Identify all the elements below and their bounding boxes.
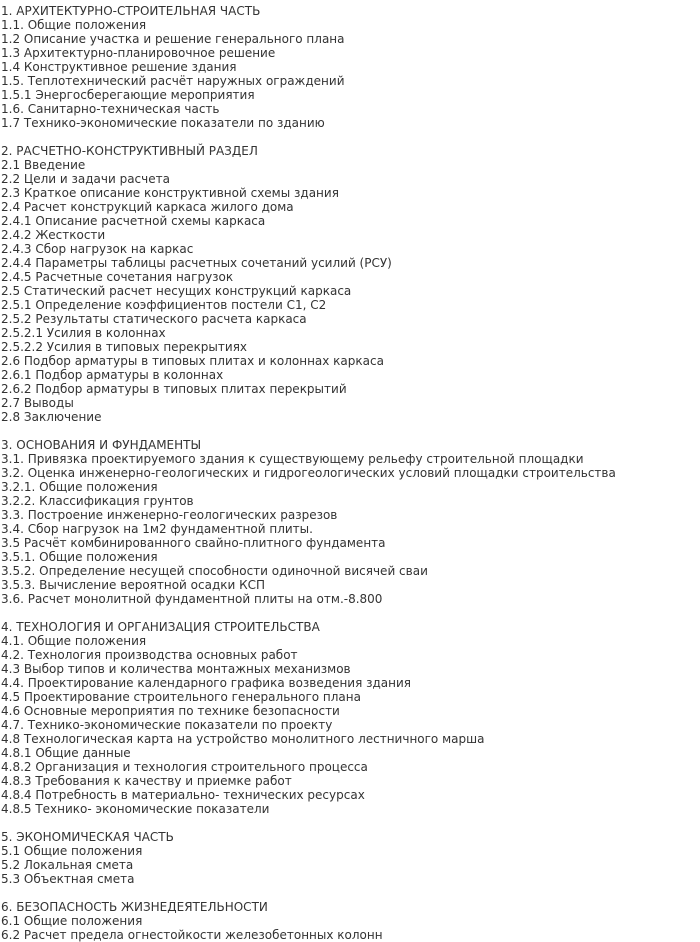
section-heading: 5. ЭКОНОМИЧЕСКАЯ ЧАСТЬ	[1, 830, 174, 844]
toc-entry: 4.8.1 Общие данные	[1, 746, 131, 760]
toc-entry: 2.5.1 Определение коэффициентов постели С1, С2	[1, 298, 327, 312]
toc-section	[0, 4, 700, 130]
toc-entry: 4.8.3 Требования к качеству и приемке работ	[1, 774, 292, 788]
toc-entry: 4.1. Общие положения	[1, 634, 147, 648]
toc-entry: 2.4.2 Жесткости	[1, 228, 106, 242]
toc-entry: 1.1. Общие положения	[1, 18, 147, 32]
toc-entry: 1.7 Технико-экономические показатели по зданию	[1, 116, 325, 130]
toc-entry: 3.4. Сбор нагрузок на 1м2 фундаментной плиты.	[1, 522, 313, 536]
toc-section	[0, 438, 700, 606]
toc-entry: 5.1 Общие положения	[1, 844, 143, 858]
toc-entry: 1.4 Конструктивное решение здания	[1, 60, 237, 74]
toc-entry: 4.8.5 Технико- экономические показатели	[1, 802, 270, 816]
toc-entry: 2.6.1 Подбор арматуры в колоннах	[1, 368, 224, 382]
toc-entry: 2.4.1 Описание расчетной схемы каркаса	[1, 214, 266, 228]
toc-entry: 2.5.2.1 Усилия в колоннах	[1, 326, 166, 340]
toc-entry: 2.6.2 Подбор арматуры в типовых плитах перекрытий	[1, 382, 347, 396]
toc-entry: 4.7. Технико-экономические показатели по проекту	[1, 718, 333, 732]
toc-entry: 3.2. Оценка инженерно-геологических и гидрогеологических условий площадки строительства	[1, 466, 616, 480]
section-heading: 6. БЕЗОПАСНОСТЬ ЖИЗНЕДЕЯТЕЛЬНОСТИ	[1, 900, 268, 914]
toc-entry: 5.3 Объектная смета	[1, 872, 135, 886]
toc-entry: 2.4.4 Параметры таблицы расчетных сочетаний усилий (РСУ)	[1, 256, 392, 270]
toc-entry: 2.5.2.2 Усилия в типовых перекрытиях	[1, 340, 248, 354]
toc-entry: 3.2.2. Классификация грунтов	[1, 494, 194, 508]
toc-entry: 2.6 Подбор арматуры в типовых плитах и колоннах каркаса	[1, 354, 384, 368]
section-heading: 2. РАСЧЕТНО-КОНСТРУКТИВНЫЙ РАЗДЕЛ	[1, 144, 258, 158]
toc-entry: 1.6. Санитарно-техническая часть	[1, 102, 220, 116]
toc-entry: 1.5. Теплотехнический расчёт наружных ограждений	[1, 74, 345, 88]
toc-entry: 1.3 Архитектурно-планировочное решение	[1, 46, 276, 60]
section-heading: 1. АРХИТЕКТУРНО-СТРОИТЕЛЬНАЯ ЧАСТЬ	[1, 4, 261, 18]
toc-entry: 4.4. Проектирование календарного графика возведения здания	[1, 676, 412, 690]
toc-entry: 2.4.3 Сбор нагрузок на каркас	[1, 242, 194, 256]
toc-entry: 2.8 Заключение	[1, 410, 102, 424]
section-heading: 3. ОСНОВАНИЯ И ФУНДАМЕНТЫ	[1, 438, 202, 452]
toc-entry: 2.2 Цели и задачи расчета	[1, 172, 170, 186]
toc-section	[0, 830, 700, 886]
toc-section	[0, 620, 700, 816]
toc-entry: 4.3 Выбор типов и количества монтажных механизмов	[1, 662, 351, 676]
toc-entry: 3.5.1. Общие положения	[1, 550, 158, 564]
toc-entry: 4.8.2 Организация и технология строительного процесса	[1, 760, 368, 774]
toc-entry: 3.1. Привязка проектируемого здания к существующему рельефу строительной площадки	[1, 452, 584, 466]
toc-entry: 4.8.4 Потребность в материально- технических ресурсах	[1, 788, 365, 802]
toc-entry: 3.2.1. Общие положения	[1, 480, 158, 494]
toc-entry: 2.7 Выводы	[1, 396, 74, 410]
toc-section	[0, 144, 700, 424]
toc-entry: 6.2 Расчет предела огнестойкости железобетонных колонн	[1, 928, 383, 942]
toc-entry: 1.2 Описание участка и решение генерального плана	[1, 32, 345, 46]
toc-entry: 3.3. Построение инженерно-геологических разрезов	[1, 508, 338, 522]
toc-entry: 4.6 Основные мероприятия по технике безопасности	[1, 704, 340, 718]
toc-entry: 2.1 Введение	[1, 158, 86, 172]
toc-entry: 1.5.1 Энергосберегающие мероприятия	[1, 88, 255, 102]
toc-entry: 3.5.2. Определение несущей способности одиночной висячей сваи	[1, 564, 428, 578]
toc-entry: 5.2 Локальная смета	[1, 858, 134, 872]
toc-entry: 2.5 Статический расчет несущих конструкций каркаса	[1, 284, 352, 298]
toc-entry: 2.5.2 Результаты статического расчета каркаса	[1, 312, 307, 326]
toc-entry: 3.6. Расчет монолитной фундаментной плиты на отм.-8.800	[1, 592, 383, 606]
toc-entry: 4.8 Технологическая карта на устройство монолитного лестничного марша	[1, 732, 485, 746]
toc-section	[0, 900, 700, 942]
toc-entry: 6.1 Общие положения	[1, 914, 143, 928]
toc-entry: 2.4 Расчет конструкций каркаса жилого дома	[1, 200, 294, 214]
toc-entry: 2.3 Краткое описание конструктивной схемы здания	[1, 186, 339, 200]
toc-entry: 3.5.3. Вычисление вероятной осадки КСП	[1, 578, 266, 592]
toc-entry: 4.2. Технология производства основных работ	[1, 648, 298, 662]
toc-entry: 4.5 Проектирование строительного генерального плана	[1, 690, 361, 704]
toc-entry: 3.5 Расчёт комбинированного свайно-плитного фундамента	[1, 536, 386, 550]
section-heading: 4. ТЕХНОЛОГИЯ И ОРГАНИЗАЦИЯ СТРОИТЕЛЬСТВА	[1, 620, 320, 634]
toc-entry: 2.4.5 Расчетные сочетания нагрузок	[1, 270, 234, 284]
